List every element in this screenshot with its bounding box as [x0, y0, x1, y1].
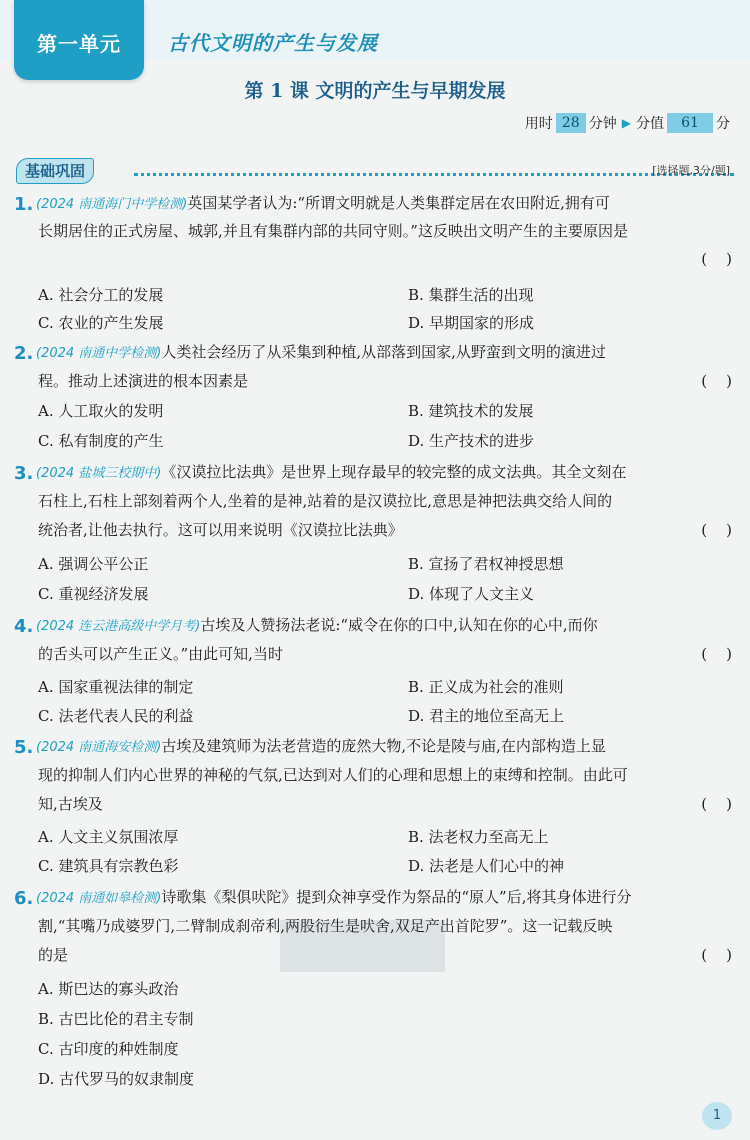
time-value: 28: [556, 113, 586, 133]
question-line: [36, 341, 736, 365]
page-number: 1: [702, 1102, 732, 1130]
question-number: 4.: [14, 616, 34, 637]
score-value: 61: [667, 113, 713, 133]
question-text: 《汉谟拉比法典》是世界上现存最早的较完整的成文法典。其全文刻在: [161, 463, 627, 481]
option: B. 古巴比伦的君主专制: [38, 1010, 194, 1028]
question-number: 2.: [14, 343, 34, 364]
question-line: 程。推动上述演进的根本因素是: [38, 372, 249, 390]
option: D. 生产技术的进步: [408, 432, 535, 450]
arrow-right-icon: ▶: [621, 116, 631, 130]
time-unit: 分钟: [588, 116, 617, 132]
unit-label: 第一单元: [37, 32, 121, 56]
answer-paren: ( ): [701, 795, 732, 813]
question-line: [36, 735, 736, 759]
question-number: 3.: [14, 463, 34, 484]
question-line: [36, 886, 736, 910]
question-line: [36, 192, 736, 216]
option: B. 正义成为社会的准则: [408, 678, 564, 696]
option: C. 私有制度的产生: [38, 432, 164, 450]
question-source: (2024 南通如皋检测): [36, 891, 162, 906]
option: B. 建筑技术的发展: [408, 402, 534, 420]
time-label: 用时: [524, 116, 553, 132]
option: D. 君主的地位至高无上: [408, 707, 565, 725]
question-line: 统治者,让他去执行。这可以用来说明《汉谟拉比法典》: [38, 521, 403, 539]
question-number: 5.: [14, 737, 34, 758]
answer-paren: ( ): [701, 645, 732, 663]
lesson-title: 第 1 课 文明的产生与早期发展: [244, 80, 506, 102]
question-text: 英国某学者认为:“所谓文明就是人类集群定居在农田附近,拥有可: [187, 194, 610, 212]
option: D. 古代罗马的奴隶制度: [38, 1070, 195, 1088]
question-source: (2024 南通海门中学检测): [36, 197, 188, 212]
section-tag: 基础巩固: [16, 158, 94, 184]
unit-tab: [14, 0, 144, 80]
option: A. 斯巴达的寡头政治: [38, 980, 179, 998]
unit-title: 古代文明的产生与发展: [168, 31, 378, 55]
question-line: [36, 461, 736, 485]
option: A. 强调公平公正: [38, 555, 149, 573]
answer-paren: ( ): [701, 372, 732, 390]
option: B. 集群生活的出现: [408, 286, 534, 304]
time-score: [525, 112, 730, 134]
question-line: [36, 614, 736, 638]
option: C. 古印度的种姓制度: [38, 1040, 179, 1058]
question-text: 古埃及人赞扬法老说:“威令在你的口中,认知在你的心中,而你: [200, 616, 598, 634]
question-number: 6.: [14, 888, 34, 909]
option: A. 人工取火的发明: [38, 402, 164, 420]
score-unit: 分: [716, 116, 730, 132]
answer-paren: ( ): [701, 521, 732, 539]
question-source: (2024 南通中学检测): [36, 346, 162, 361]
question-line: 石柱上,石柱上部刻着两个人,坐着的是神,站着的是汉谟拉比,意思是神把法典交给人间的: [38, 492, 613, 510]
answer-paren: ( ): [701, 946, 732, 964]
question-text: 古埃及建筑师为法老营造的庞然大物,不论是陵与庙,在内部构造上显: [161, 737, 606, 755]
question-source: (2024 南通海安检测): [36, 740, 162, 755]
option: A. 人文主义氛围浓厚: [38, 828, 179, 846]
question-line: 知,古埃及: [38, 795, 103, 813]
question-line: 割,“其嘴乃成婆罗门,二臂制成刹帝利,两股衍生是吠舍,双足产出首陀罗”。这一记载反映: [38, 917, 613, 935]
question-text: 人类社会经历了从采集到种植,从部落到国家,从野蛮到文明的演进过: [161, 343, 606, 361]
option: C. 建筑具有宗教色彩: [38, 857, 179, 875]
option: B. 法老权力至高无上: [408, 828, 549, 846]
section-note: [选择题,3分/题]: [652, 164, 730, 177]
option: D. 法老是人们心中的神: [408, 857, 565, 875]
option: C. 法老代表人民的利益: [38, 707, 194, 725]
question-source: (2024 盐城三校期中): [36, 466, 162, 481]
option: C. 农业的产生发展: [38, 314, 164, 332]
answer-paren: ( ): [701, 250, 732, 268]
question-line: 现的抑制人们内心世界的神秘的气氛,已达到对人们的心理和思想上的束缚和控制。由此可: [38, 766, 628, 784]
question-source: (2024 连云港高级中学月考): [36, 619, 201, 634]
option: D. 体现了人文主义: [408, 585, 535, 603]
section-bar: [16, 158, 734, 182]
option: D. 早期国家的形成: [408, 314, 535, 332]
question-line: 的舌头可以产生正义。”由此可知,当时: [38, 645, 283, 663]
option: A. 国家重视法律的制定: [38, 678, 194, 696]
question-number: 1.: [14, 194, 34, 215]
section-divider: [134, 173, 734, 180]
option: A. 社会分工的发展: [38, 286, 164, 304]
score-label: 分值: [636, 116, 664, 132]
question-text: 诗歌集《梨俱吠陀》提到众神享受作为祭品的“原人”后,将其身体进行分: [161, 888, 632, 906]
question-line: 长期居住的正式房屋、城郭,并且有集群内部的共同守则。”这反映出文明产生的主要原因是: [38, 222, 628, 240]
question-line: 的是: [38, 946, 69, 964]
option: C. 重视经济发展: [38, 585, 149, 603]
option: B. 宣扬了君权神授思想: [408, 555, 564, 573]
